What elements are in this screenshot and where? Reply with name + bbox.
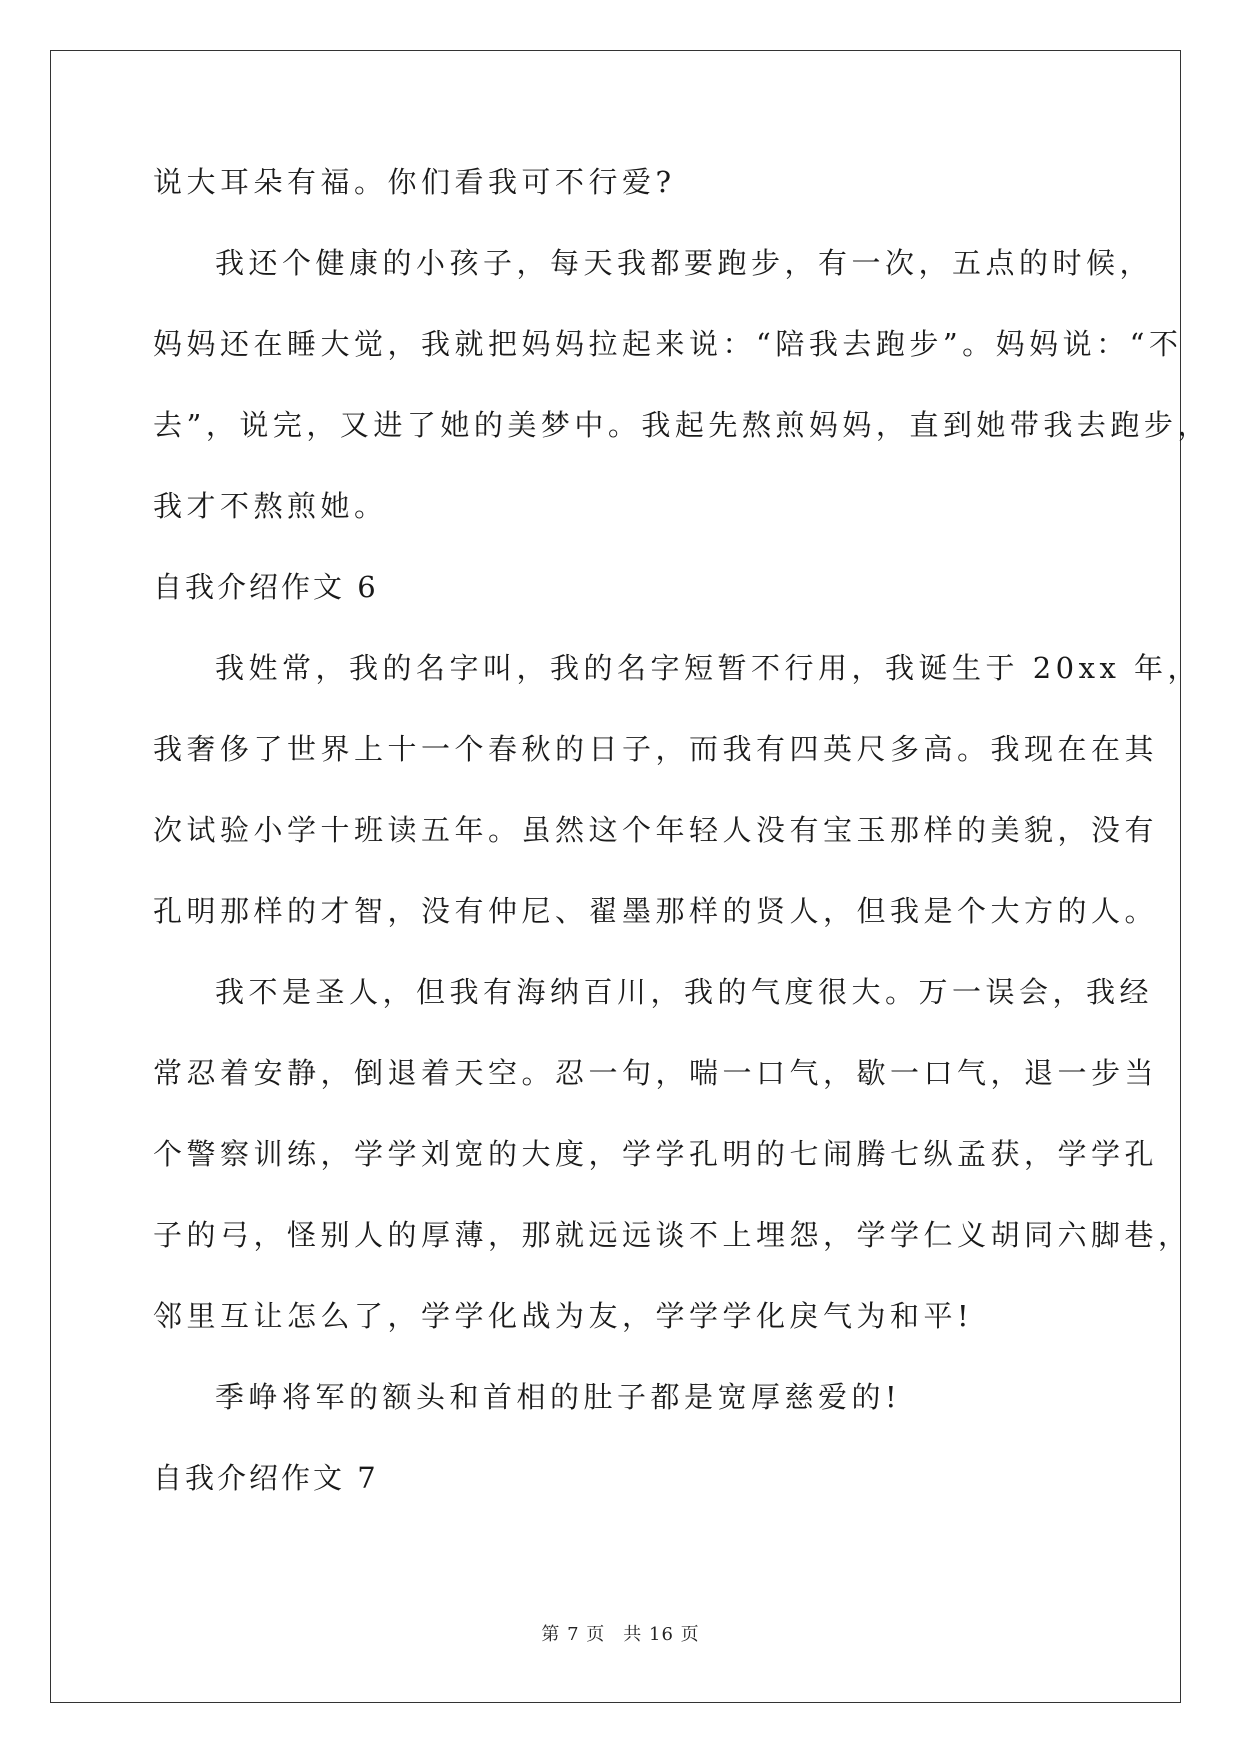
text-line: 我才不熬煎她。 (153, 489, 388, 523)
section-heading: 自我介绍作文 6 (153, 570, 379, 604)
text-line: 去”，说完，又进了她的美梦中。我起先熬煎妈妈，直到她带我去跑步， (153, 408, 1211, 442)
text-line: 常忍着安静，倒退着天空。忍一句，喘一口气，歇一口气，退一步当 (153, 1056, 1159, 1090)
text-line: 子的弓，怪别人的厚薄，那就远远谈不上埋怨，学学仁义胡同六脚巷， (153, 1218, 1192, 1252)
text-line: 我还个健康的小孩子，每天我都要跑步，有一次，五点的时候， (215, 246, 1154, 280)
page-footer (0, 1620, 1241, 1646)
text-line: 我不是圣人，但我有海纳百川，我的气度很大。万一误会，我经 (215, 975, 1154, 1009)
section-heading: 自我介绍作文 7 (153, 1461, 379, 1495)
text-line: 个警察训练，学学刘宽的大度，学学孔明的七闹腾七纵孟获，学学孔 (153, 1137, 1159, 1171)
text-line: 次试验小学十班读五年。虽然这个年轻人没有宝玉那样的美貌，没有 (153, 813, 1159, 847)
text-line: 说大耳朵有福。你们看我可不行爱? (153, 165, 676, 199)
text-line: 妈妈还在睡大觉，我就把妈妈拉起来说：“陪我去跑步”。妈妈说：“不 (153, 327, 1183, 361)
text-line: 季峥将军的额头和首相的肚子都是宽厚慈爱的! (215, 1380, 902, 1414)
page-number: 第 7 页 (541, 1624, 606, 1645)
text-line: 孔明那样的才智，没有仲尼、翟墨那样的贤人，但我是个大方的人。 (153, 894, 1159, 928)
page-total: 共 16 页 (623, 1624, 700, 1645)
text-line: 我姓常，我的名字叫，我的名字短暂不行用，我诞生于 20xx 年， (215, 651, 1202, 685)
text-line: 邻里互让怎么了，学学化战为友，学学学化戾气为和平! (153, 1299, 974, 1333)
document-body (153, 162, 1211, 1539)
text-line: 我奢侈了世界上十一个春秋的日子，而我有四英尺多高。我现在在其 (153, 732, 1159, 766)
